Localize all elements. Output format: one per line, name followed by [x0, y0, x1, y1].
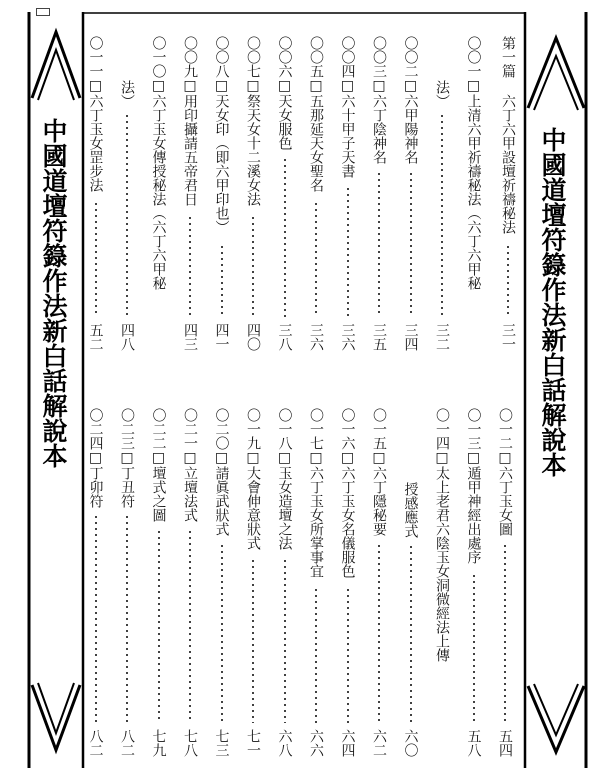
toc-page-number: 七一: [245, 728, 261, 757]
toc-page-number: 五四: [497, 728, 513, 757]
toc-entry: [305, 408, 327, 758]
toc-leader-dots: [189, 529, 191, 723]
toc-leader-dots: [252, 215, 254, 317]
toc-entry: [116, 408, 138, 758]
toc-page-number: 四八: [119, 322, 135, 351]
toc-entry: [305, 36, 327, 352]
toc-entry-title: 〇〇四□六十甲子天書: [339, 36, 356, 178]
toc-entry: [337, 408, 359, 758]
toc-leader-dots: [221, 244, 223, 316]
toc-entry-title: 〇〇二□六甲陽神名: [402, 36, 419, 164]
toc-page-number: 五二: [87, 322, 104, 351]
toc-page-number: 三八: [276, 322, 293, 351]
toc-entry-title: 〇〇七□祭天女十二溪女法: [245, 36, 261, 206]
side-title-right: 中國道壇符籙作法新白話解說本: [538, 127, 567, 477]
toc-entry-title: 〇一五□六丁隱秘要: [371, 408, 387, 536]
toc-leader-dots: [507, 244, 509, 316]
toc-entry: [274, 408, 296, 758]
toc-leader-dots: [441, 113, 443, 317]
toc-page-number: 三一: [500, 322, 516, 351]
toc-entry-title: 〇一四□太上老君六陰玉女洞微經法上傳: [434, 408, 450, 662]
toc-page-number: 三二: [434, 322, 450, 351]
toc-page-number: 七九: [150, 728, 167, 757]
toc-entry: [274, 36, 296, 352]
chapter-heading: [497, 36, 519, 352]
toc-page-number: 六六: [308, 728, 324, 757]
toc-leader-dots: [95, 201, 97, 317]
toc-leader-dots: [95, 514, 97, 723]
toc-leader-dots: [158, 529, 160, 723]
toc-entry-title: 〇一一□六丁玉女罡步法: [87, 36, 104, 192]
toc-entry-title: 法）: [119, 80, 135, 108]
toc-leader-dots: [410, 544, 412, 722]
toc-entry: [179, 408, 201, 758]
toc-entry: [148, 408, 170, 758]
toc-page-number: 三四: [402, 322, 419, 351]
toc-page-number: 六八: [276, 728, 293, 757]
toc-page-number: 六四: [339, 728, 356, 757]
toc-leader-dots: [221, 543, 223, 722]
toc-page-number: 六〇: [402, 728, 419, 757]
toc-page-number: 三六: [339, 322, 356, 351]
toc-entry: [463, 408, 485, 758]
toc-page-number: 三五: [371, 322, 387, 351]
toc-entry-title: 第一篇 六丁六甲設壇祈禱秘法: [500, 36, 516, 234]
toc-entry-title: 〇一九□大會伸意狀式: [245, 408, 261, 550]
toc-entry-title: 〇一三□遁甲神經出處序: [465, 408, 482, 564]
toc-entry-title: 〇二二□壇式之圖: [150, 408, 167, 522]
toc-entry-title: 〇〇三□六丁陰神名: [371, 36, 387, 164]
toc-leader-dots: [315, 201, 317, 317]
toc-entry-title: 〇二三□丁丑符: [119, 408, 135, 508]
toc-leader-dots: [347, 186, 349, 317]
toc-entry-title: 〇一八□玉女造壇之法: [276, 408, 293, 550]
toc-entry: [85, 36, 107, 352]
toc-entry-title: 〇〇九□用印攝請五帝君日: [182, 36, 198, 206]
toc-entry-title: 授感應式: [402, 482, 419, 538]
toc-leader-dots: [284, 558, 286, 723]
toc-page-number: 八二: [119, 728, 135, 757]
toc-leader-dots: [504, 543, 506, 722]
toc-leader-dots: [252, 558, 254, 723]
toc-page-number: 六二: [371, 728, 387, 757]
toc-entry: [337, 36, 359, 352]
toc-entry: [211, 36, 233, 352]
toc-entry-title: 〇二〇□請眞武狀式: [213, 408, 230, 536]
toc-entry-title: 〇〇八□天女印（即六甲印也）: [213, 36, 230, 234]
toc-page-number: 五八: [465, 728, 482, 757]
toc-leader-dots: [126, 514, 128, 723]
toc-page-number: 七三: [213, 728, 230, 757]
toc-entry: [242, 408, 264, 758]
toc-entry-title: 〇〇一□上清六甲祈禱秘法（六丁六甲秘: [465, 36, 482, 290]
toc-entry-title: 〇一〇□六丁玉女傳授秘法（六丁六甲秘: [150, 36, 167, 290]
toc-entry: [431, 80, 453, 352]
toc-entry-title: 〇二四□丁卯符: [87, 408, 104, 508]
toc-entry: [85, 408, 107, 758]
toc-leader-dots: [189, 215, 191, 317]
toc-page-number: 四三: [182, 322, 198, 351]
toc-entry: [431, 408, 453, 758]
toc-page-number: 三六: [308, 322, 324, 351]
side-title-left: 中國道壇符籙作法新白話解說本: [39, 118, 68, 468]
toc-page-number: 七八: [182, 728, 198, 757]
toc-leader-dots: [378, 543, 380, 722]
toc-entry: [400, 36, 422, 352]
toc-entry-title: 〇〇五□五那延天女聖名: [308, 36, 324, 192]
toc-page-number: 八二: [87, 728, 104, 757]
toc-entry: [116, 80, 138, 352]
toc-leader-dots: [347, 587, 349, 723]
toc-leader-dots: [410, 171, 412, 316]
toc-entry: [368, 408, 390, 758]
corner-mark: [36, 8, 50, 16]
toc-entry: [211, 408, 233, 758]
toc-leader-dots: [473, 573, 475, 723]
toc-entry: [179, 36, 201, 352]
toc-leader-dots: [315, 587, 317, 723]
toc-entry-title: 〇一六□六丁玉女名儀服色: [339, 408, 356, 578]
toc-entry: [148, 36, 170, 352]
toc-entry-title: 〇一七□六丁玉女所掌事宜: [308, 408, 324, 578]
toc-entry-title: 〇一二□六丁玉女圖: [497, 408, 513, 536]
toc-entry: [368, 36, 390, 352]
toc-entry: [494, 408, 516, 758]
toc-entry-title: 〇二一□立壇法式: [182, 408, 198, 522]
toc-entry: [400, 482, 422, 758]
toc-leader-dots: [378, 171, 380, 316]
toc-leader-dots: [284, 157, 286, 317]
toc-entry: [242, 36, 264, 352]
toc-entry-title: 法）: [434, 80, 450, 108]
toc-entry: [463, 36, 485, 352]
toc-page-number: 四〇: [245, 322, 261, 351]
toc-page-number: 四一: [213, 322, 230, 351]
toc-leader-dots: [126, 113, 128, 317]
toc-entry-title: 〇〇六□天女服色: [276, 36, 293, 150]
